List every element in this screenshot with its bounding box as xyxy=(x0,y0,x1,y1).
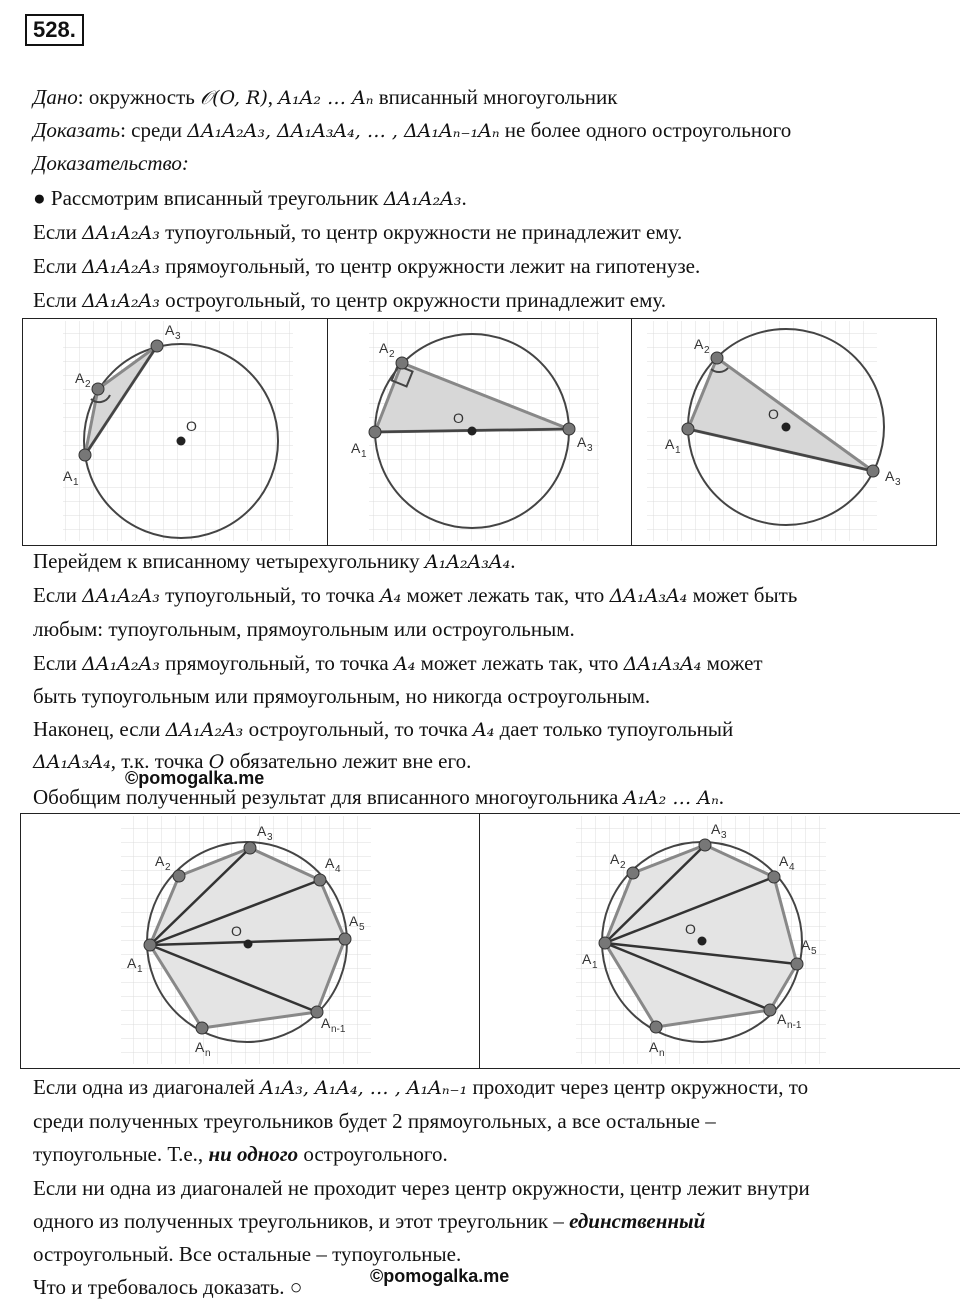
text-line-5: Перейдем к вписанному четырехугольнику A₁A₂A₃A₄. xyxy=(33,549,516,573)
proof-label: Доказательство: xyxy=(33,151,189,175)
text-line-9: быть тупоугольным или прямоугольным, но никогда остроугольным. xyxy=(33,684,651,708)
svg-text:A: A xyxy=(257,823,267,839)
svg-text:5: 5 xyxy=(359,922,365,933)
svg-text:A: A xyxy=(577,434,587,450)
svg-text:A: A xyxy=(349,913,359,929)
svg-text:A: A xyxy=(711,821,721,837)
svg-text:1: 1 xyxy=(73,477,79,488)
svg-text:A: A xyxy=(777,1011,787,1027)
svg-text:A: A xyxy=(801,937,811,953)
triangle-figures xyxy=(22,318,937,546)
svg-text:A: A xyxy=(165,322,175,338)
svg-text:A: A xyxy=(649,1039,659,1055)
svg-text:1: 1 xyxy=(592,960,598,971)
watermark-top: ©pomogalka.me xyxy=(125,768,265,788)
svg-text:O: O xyxy=(453,410,464,426)
triangle-figures-svg xyxy=(23,319,936,545)
text-line-15: тупоугольные. Т.е., ни одного остроугольного. xyxy=(33,1142,448,1166)
svg-text:O: O xyxy=(231,923,242,939)
svg-text:O: O xyxy=(768,406,779,422)
svg-text:1: 1 xyxy=(361,449,367,460)
svg-text:A: A xyxy=(127,955,137,971)
text-line-6: Если ΔA₁A₂A₃ тупоугольный, то точка A₄ может лежать так, что ΔA₁A₃A₄ может быть xyxy=(33,583,798,607)
prove-line: Доказать: среди ΔA₁A₂A₃, ΔA₁A₃A₄, … , ΔA₁Aₙ₋₁Aₙ не более одного остроугольного xyxy=(33,118,792,142)
svg-text:2: 2 xyxy=(389,349,395,360)
svg-text:1: 1 xyxy=(137,964,143,975)
text-line-8: Если ΔA₁A₂A₃ прямоугольный, то точка A₄ может лежать так, что ΔA₁A₃A₄ может xyxy=(33,651,763,675)
svg-text:A: A xyxy=(582,951,592,967)
svg-text:O: O xyxy=(685,921,696,937)
text-line-17: одного из полученных треугольников, и этот треугольник – единственный xyxy=(33,1209,706,1233)
svg-text:A: A xyxy=(63,468,73,484)
text-line-19: Что и требовалось доказать. ○ xyxy=(33,1275,303,1299)
watermark-bottom: ©pomogalka.me xyxy=(370,1266,510,1286)
svg-text:1: 1 xyxy=(675,445,681,456)
svg-text:A: A xyxy=(325,855,335,871)
text-line-7: любым: тупоугольным, прямоугольным или остроугольным. xyxy=(33,617,575,641)
svg-text:n: n xyxy=(659,1048,665,1059)
text-line-2: Если ΔA₁A₂A₃ тупоугольный, то центр окружности не принадлежит ему. xyxy=(33,220,683,244)
svg-text:A: A xyxy=(155,853,165,869)
text-line-16: Если ни одна из диагоналей не проходит через центр окружности, центр лежит внутри xyxy=(33,1176,810,1200)
polygon-figures-svg xyxy=(21,814,960,1068)
svg-text:A: A xyxy=(665,436,675,452)
text-line-11: ΔA₁A₃A₄, т.к. точка O обязательно лежит вне его. xyxy=(33,749,472,773)
svg-text:A: A xyxy=(321,1015,331,1031)
polygon-figures xyxy=(20,813,960,1069)
svg-text:3: 3 xyxy=(721,830,727,841)
svg-text:n-1: n-1 xyxy=(331,1024,346,1035)
given-line: Дано: окружность 𝒪(O, R), A₁A₂ … Aₙ вписанный многоугольник xyxy=(33,85,618,109)
svg-text:A: A xyxy=(351,440,361,456)
svg-text:3: 3 xyxy=(587,443,593,454)
svg-text:O: O xyxy=(186,418,197,434)
svg-text:3: 3 xyxy=(895,477,901,488)
svg-text:4: 4 xyxy=(335,864,341,875)
svg-text:A: A xyxy=(694,336,704,352)
svg-text:3: 3 xyxy=(267,832,273,843)
svg-text:2: 2 xyxy=(165,862,171,873)
text-line-13: Если одна из диагоналей A₁A₃, A₁A₄, … , A₁Aₙ₋₁ проходит через центр окружности, то xyxy=(33,1075,809,1099)
text-line-3: Если ΔA₁A₂A₃ прямоугольный, то центр окружности лежит на гипотенузе. xyxy=(33,254,701,278)
problem-number: 528. xyxy=(25,14,84,46)
svg-text:2: 2 xyxy=(620,860,626,871)
svg-text:A: A xyxy=(610,851,620,867)
svg-text:A: A xyxy=(195,1039,205,1055)
text-line-4: Если ΔA₁A₂A₃ остроугольный, то центр окружности принадлежит ему. xyxy=(33,288,667,312)
svg-text:5: 5 xyxy=(811,946,817,957)
svg-text:A: A xyxy=(779,853,789,869)
svg-text:A: A xyxy=(75,370,85,386)
text-line-14: среди полученных треугольников будет 2 прямоугольных, а все остальные – xyxy=(33,1109,716,1133)
text-line-1: ● Рассмотрим вписанный треугольник ΔA₁A₂A₃. xyxy=(33,186,467,210)
text-line-10: Наконец, если ΔA₁A₂A₃ остроугольный, то точка A₄ дает только тупоугольный xyxy=(33,717,734,741)
svg-text:2: 2 xyxy=(704,345,710,356)
svg-text:A: A xyxy=(885,468,895,484)
svg-text:A: A xyxy=(379,340,389,356)
svg-text:2: 2 xyxy=(85,379,91,390)
svg-text:n: n xyxy=(205,1048,211,1059)
text-line-12: Обобщим полученный результат для вписанного многоугольника A₁A₂ … Aₙ. xyxy=(33,785,725,809)
svg-text:3: 3 xyxy=(175,331,181,342)
svg-text:n-1: n-1 xyxy=(787,1020,802,1031)
svg-text:4: 4 xyxy=(789,862,795,873)
text-line-18: остроугольный. Все остальные – тупоугольные. xyxy=(33,1242,462,1266)
